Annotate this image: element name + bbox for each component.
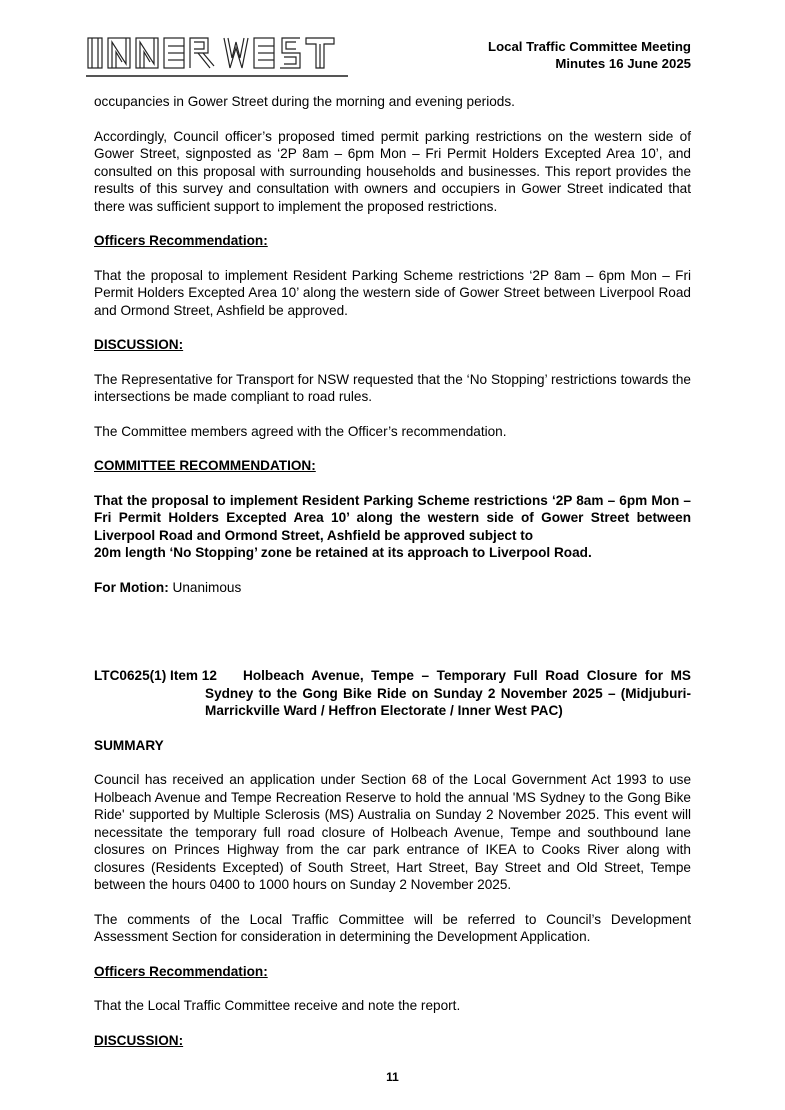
committee-recommendation-heading: COMMITTEE RECOMMENDATION: (94, 458, 316, 473)
item12-officers-recommendation-text: That the Local Traffic Committee receive and note the report. (94, 998, 461, 1013)
page-number: 11 (386, 1070, 399, 1084)
intro-line: occupancies in Gower Street during the morning and evening periods. (94, 94, 515, 109)
officers-recommendation-text: That the proposal to implement Resident Parking Scheme restrictions ‘2P 8am – 6pm Mon – Fri Permit Holders Excepted Area 10’ along the western side of Gower Street between Liverpool Road and Ormond Street, Ashfield be approved. (94, 267, 691, 318)
accordingly-paragraph: Accordingly, Council officer’s proposed timed permit parking restrictions on the western side of Gower Street, signposted as ‘2P 8am – 6pm Mon – Fri Permit Holders Excepted Area 10’, and consulted on this proposal with surrounding households and businesses. This report provides the results of this survey and consultation with owners and occupiers in Gower Street indicated that there was sufficient support to implement the proposed restrictions. (94, 128, 691, 214)
discussion-text: The Representative for Transport for NSW requested that the ‘No Stopping’ restrictions towards the intersections be made compliant to road rules. (94, 371, 691, 404)
minutes-date: Minutes 16 June 2025 (555, 56, 691, 71)
logo-underline (86, 75, 348, 77)
item-title: Holbeach Avenue, Tempe – Temporary Full Road Closure for MS Sydney to the Gong Bike Ride on Sunday 2 November 2025 – (Midjuburi-Marrickville Ward / Heffron Electorate / Inner West PAC) (205, 668, 691, 718)
inner-west-logo (86, 34, 338, 74)
logo-letter-e (164, 38, 184, 68)
for-motion-value: Unanimous (172, 579, 242, 595)
officers-recommendation-heading: Officers Recommendation: (94, 233, 268, 248)
committee-recommendation-text: That the proposal to implement Resident Parking Scheme restrictions ‘2P 8am – 6pm Mon – Fri Permit Holders Excepted Area 10’ along the western side of Gower Street between Liverpool Road and Ormond Street, Ashfield be approved subject to (94, 492, 691, 543)
page-content (94, 93, 691, 1049)
item-code: LTC0625(1) Item 12 (94, 668, 217, 683)
agenda-item-header (94, 667, 691, 720)
logo-letter-w (224, 38, 248, 68)
for-motion (94, 579, 691, 597)
document-header (488, 38, 691, 72)
item12-officers-recommendation-heading: Officers Recommendation: (94, 963, 268, 979)
summary-heading: SUMMARY (94, 737, 164, 753)
logo-letter-n (108, 38, 130, 68)
comments-text: The comments of the Local Traffic Committee will be referred to Council’s Development Assessment Section for consideration in determining the Development Application. (94, 911, 691, 944)
committee-recommendation-text-line2: 20m length ‘No Stopping’ zone be retained at its approach to Liverpool Road. (94, 545, 592, 560)
summary-text: Council has received an application under Section 68 of the Local Government Act 1993 to use Holbeach Avenue and Tempe Recreation Reserve to hold the annual 'MS Sydney to the Gong Bike Ride' supported by Multiple Sclerosis (MS) Australia on Sunday 2 November 2025. This event will necessitate the temporary full road closure of Holbeach Avenue, Tempe and southbound lane closures on Princes Highway from the car park entrance of IKEA to Cooks River along with closures (Residents Excepted) of South Street, Hart Street, Bay Street and Old Street, Tempe between the hours 0400 to 1000 hours on Sunday 2 November 2025. (94, 772, 691, 892)
item12-discussion-heading: DISCUSSION: (94, 1032, 184, 1048)
meeting-title: Local Traffic Committee Meeting (488, 39, 691, 54)
logo-letter-e2 (254, 38, 274, 68)
discussion-heading: DISCUSSION: (94, 337, 184, 352)
for-motion-label: For Motion: (94, 579, 169, 595)
logo-letter-s (280, 38, 300, 68)
committee-agreement-text: The Committee members agreed with the Officer’s recommendation. (94, 423, 507, 439)
logo-letter-t (306, 38, 334, 68)
logo-letter-r (190, 38, 214, 68)
logo-letter-i (88, 38, 102, 68)
logo-letter-n2 (136, 38, 158, 68)
